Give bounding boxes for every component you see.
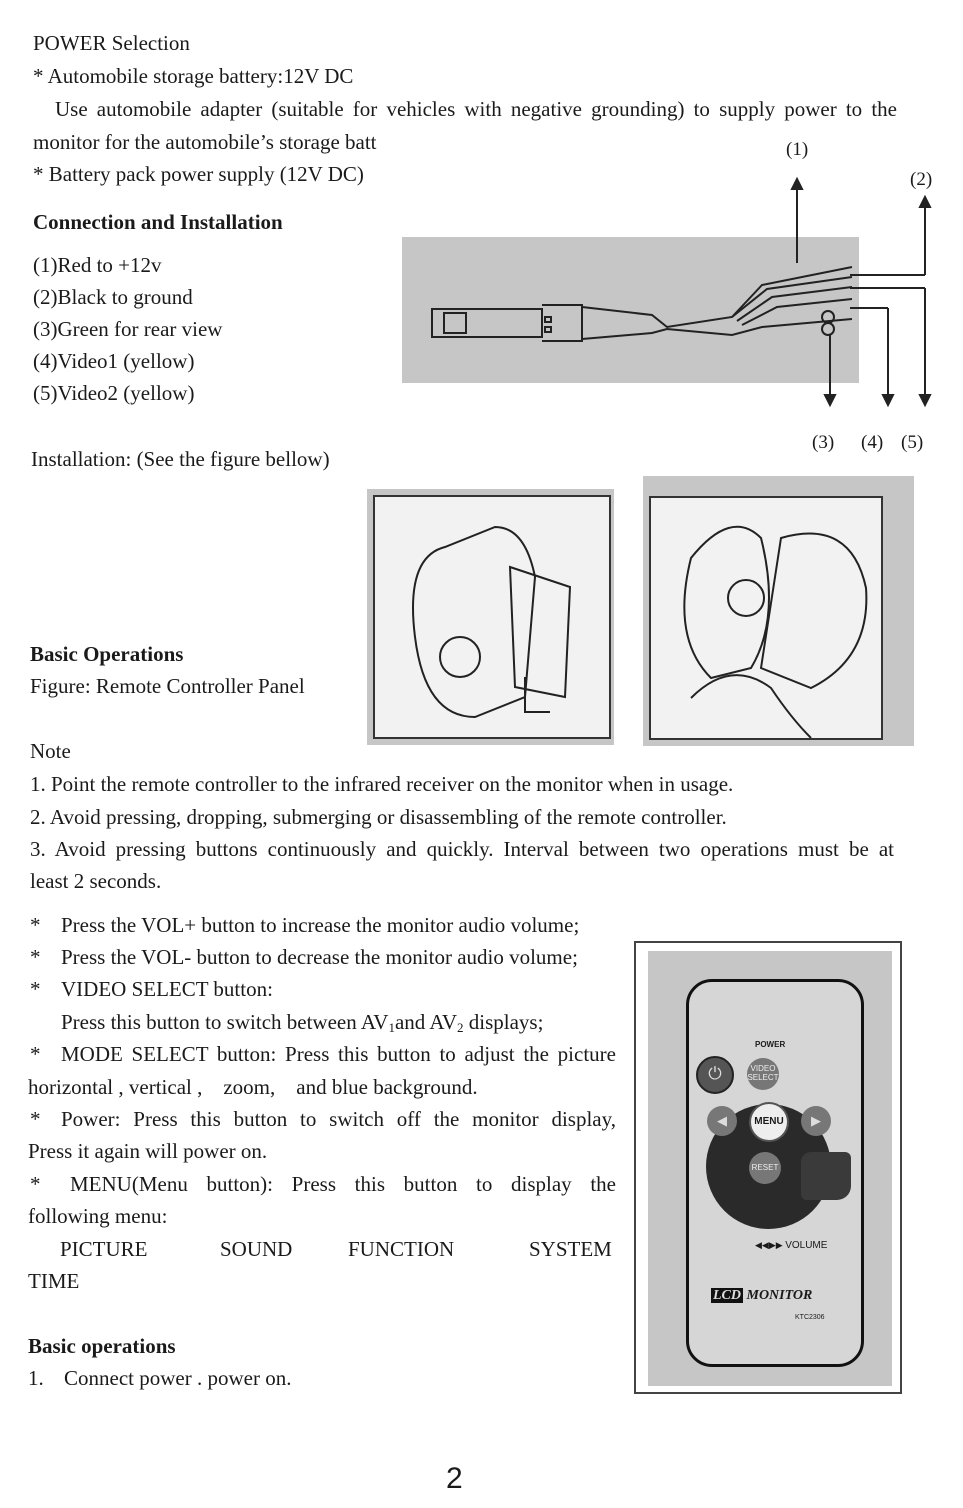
bullet: * [30,945,41,969]
vol-minus-button[interactable]: ◀ [707,1106,737,1136]
menu-desc-line-1: MENU(Menu button): Press this button to display the [70,1172,616,1196]
power-line-2: Use automobile adapter (suitable for vehicles with negative grounding) to supply power to the [55,97,897,121]
figure-caption: Figure: Remote Controller Panel [30,674,305,698]
note-item: 2. Avoid pressing, dropping, submerging or disassembling of the remote controller. [30,805,727,829]
video-select-button[interactable]: VIDEO SELECT [747,1058,779,1090]
note-heading: Note [30,739,71,763]
basic-operations-heading: Basic Operations [30,642,184,666]
note-item: least 2 seconds. [30,869,162,893]
page-number: 2 [446,1462,463,1495]
power-line-1: * Automobile storage battery:12V DC [33,64,354,88]
menu-desc-line-2: following menu: [28,1204,168,1228]
video-select-title: VIDEO SELECT button: [61,977,273,1001]
vol-plus-button[interactable]: ▶ [801,1106,831,1136]
bullet: * [30,977,41,1001]
vol-plus-desc: Press the VOL+ button to increase the monitor audio volume; [61,913,580,937]
step-text: Connect power . power on. [64,1366,292,1390]
cable-label-2: (2) [910,169,933,190]
menu-item-function: FUNCTION [348,1237,455,1261]
cable-leader-lines [780,175,940,415]
power-selection-heading: POWER Selection [33,31,190,55]
cable-label-1: (1) [786,139,809,160]
remote-power-label: POWER [755,1040,786,1049]
mode-select-button[interactable] [801,1152,851,1200]
power-desc-line-1: Power: Press this button to switch off the monitor display, [61,1107,616,1131]
remote-body [686,979,864,1367]
bullet: * [30,1107,41,1131]
installation-figure-1 [367,489,614,745]
vol-minus-desc: Press the VOL- button to decrease the monitor audio volume; [61,945,578,969]
menu-item-system: SYSTEM [529,1237,612,1261]
basic-operations-2-heading: Basic operations [28,1334,176,1358]
lcd-monitor-logo: LCD MONITOR [713,1288,813,1303]
installation-text: Installation: (See the figure bellow) [31,447,330,471]
connection-item: (4)Video1 (yellow) [33,349,195,373]
power-button[interactable]: ⏻ [696,1056,734,1094]
bullet: * [30,913,41,937]
step-number: 1. [28,1366,44,1390]
model-number: KTC2306 [795,1314,825,1321]
bullet: * [30,1042,41,1066]
connection-item: (2)Black to ground [33,285,193,309]
bullet: * [30,1172,41,1196]
mode-select-line-2: horizontal , vertical , zoom, and blue background. [28,1075,478,1099]
cable-label-4: (4) [861,432,884,453]
installation-figure-2 [643,476,914,746]
volume-label: ◀◀▶▶ VOLUME [755,1240,828,1251]
cable-label-5: (5) [901,432,924,453]
connection-item: (1)Red to +12v [33,253,162,277]
power-line-4: * Battery pack power supply (12V DC) [33,162,364,186]
remote-figure [634,941,902,1394]
menu-item-sound: SOUND [220,1237,293,1261]
connection-heading: Connection and Installation [33,210,283,234]
note-item: 3. Avoid pressing buttons continuously and quickly. Interval between two operations must be at [30,837,894,861]
cable-label-3: (3) [812,432,835,453]
video-select-desc: Press this button to switch between $AV_1and$ $AV_2$ displays; [61,1010,544,1035]
menu-button[interactable]: MENU [749,1102,789,1142]
note-item: 1. Point the remote controller to the infrared receiver on the monitor when in usage. [30,772,734,796]
volume-arrows-icon: ◀◀▶▶ [755,1240,786,1250]
connection-item: (3)Green for rear view [33,317,223,341]
reset-button[interactable]: RESET [749,1152,781,1184]
mode-select-line-1: MODE SELECT button: Press this button to adjust the picture [61,1042,616,1066]
connection-item: (5)Video2 (yellow) [33,381,195,405]
menu-item-time: TIME [28,1269,80,1293]
power-desc-line-2: Press it again will power on. [28,1139,268,1163]
menu-item-picture: PICTURE [60,1237,148,1261]
power-line-3: monitor for the automobile’s storage batt [33,130,377,154]
